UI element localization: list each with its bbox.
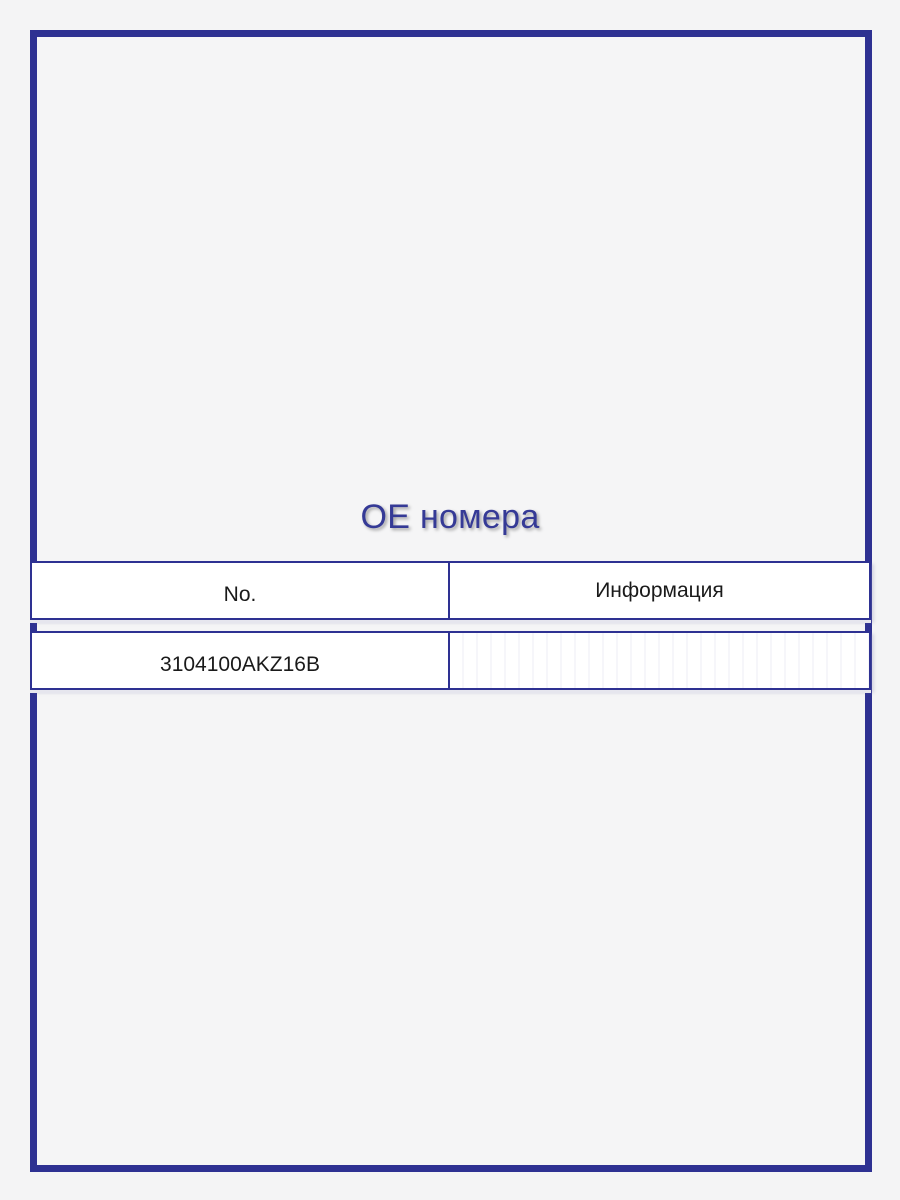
column-header-info-label: Информация (595, 578, 724, 602)
info-cell (450, 631, 871, 690)
oe-number-cell (30, 631, 450, 690)
table-header-row (30, 561, 871, 620)
table-row (30, 631, 871, 690)
column-header-no-label: No. (223, 582, 257, 606)
column-header-no (30, 561, 450, 620)
oe-number-value: 3104100AKZ16B (160, 652, 320, 676)
column-header-info (450, 561, 871, 620)
page-title: OE номера (360, 498, 540, 536)
